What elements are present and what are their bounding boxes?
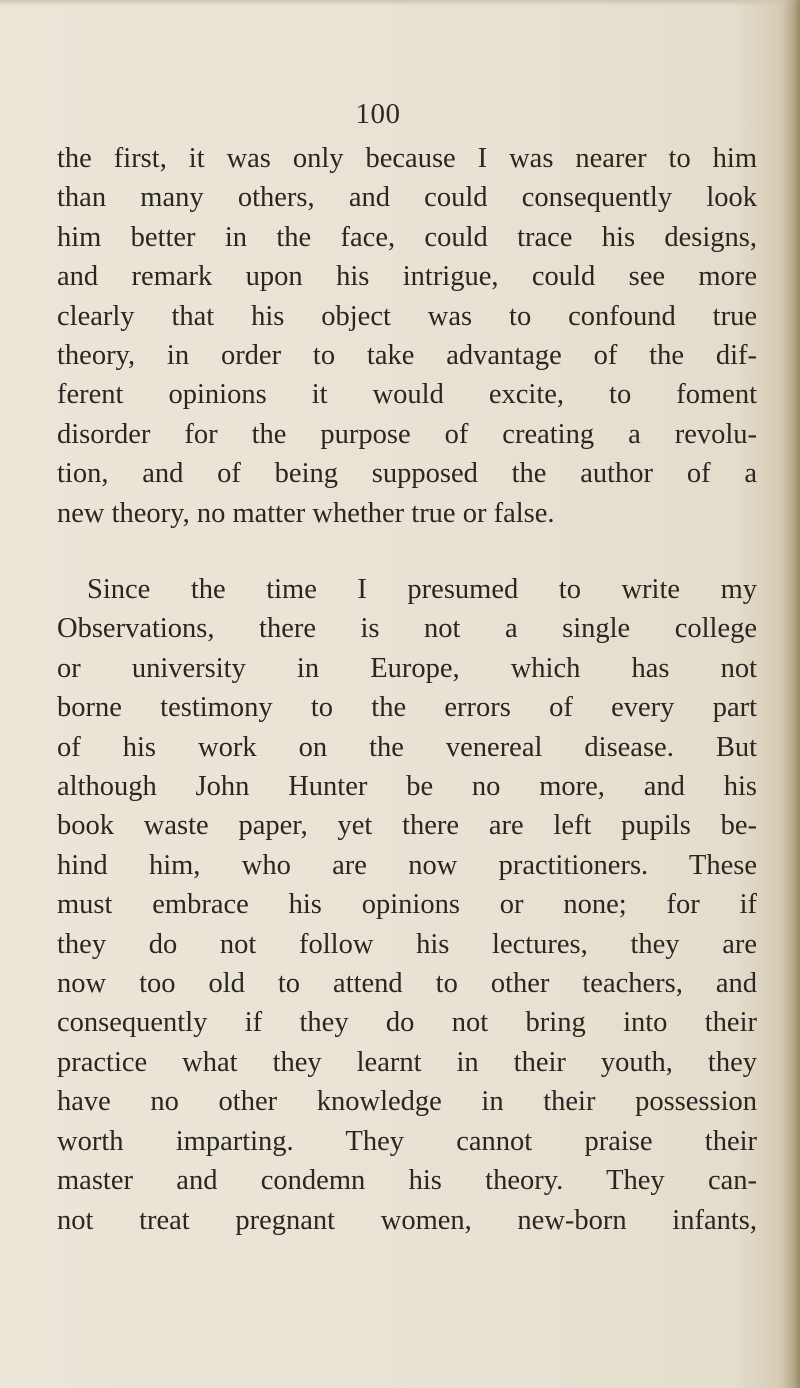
text-line: they do not follow his lectures, they are: [57, 928, 757, 960]
text-line: of his work on the venereal disease. But: [57, 731, 757, 763]
text-line: master and condemn his theory. They can-: [57, 1165, 757, 1197]
text-line: practice what they learnt in their youth, they: [57, 1046, 757, 1078]
text-line: tion, and of being supposed the author of a: [57, 458, 757, 490]
text-line: not treat pregnant women, new-born infants,: [57, 1204, 757, 1236]
text-line: and remark upon his intrigue, could see more: [57, 261, 757, 293]
paragraph-2: [57, 570, 757, 1240]
text-line: hind him, who are now practitioners. These: [57, 849, 757, 881]
text-line: clearly that his object was to confound true: [57, 300, 757, 332]
text-line: Observations, there is not a single college: [57, 613, 757, 645]
text-line: theory, in order to take advantage of the dif-: [57, 340, 757, 372]
text-line: now too old to attend to other teachers, and: [57, 968, 757, 1000]
text-line: disorder for the purpose of creating a revolu-: [57, 418, 757, 450]
text-line: Since the time I presumed to write my: [87, 574, 757, 605]
text-line: must embrace his opinions or none; for if: [57, 889, 757, 921]
text-line: worth imparting. They cannot praise their: [57, 1125, 757, 1157]
text-line: than many others, and could consequently look: [57, 182, 757, 214]
text-line: new theory, no matter whether true or false.: [57, 497, 555, 529]
page-binding-edge: [782, 0, 800, 1388]
text-line: ferent opinions it would excite, to foment: [57, 379, 757, 411]
text-line: consequently if they do not bring into their: [57, 1007, 757, 1039]
paragraph-1: [57, 139, 757, 533]
text-line: the first, it was only because I was nearer to him: [57, 143, 757, 174]
text-line: him better in the face, could trace his designs,: [57, 221, 757, 253]
text-line: or university in Europe, which has not: [57, 652, 757, 684]
page-top-shadow: [0, 0, 800, 6]
page-number: 100: [355, 98, 401, 130]
text-line: although John Hunter be no more, and his: [57, 771, 757, 803]
text-line: borne testimony to the errors of every part: [57, 692, 757, 724]
text-line: have no other knowledge in their possession: [57, 1086, 757, 1118]
text-line: book waste paper, yet there are left pupils be-: [57, 810, 757, 842]
